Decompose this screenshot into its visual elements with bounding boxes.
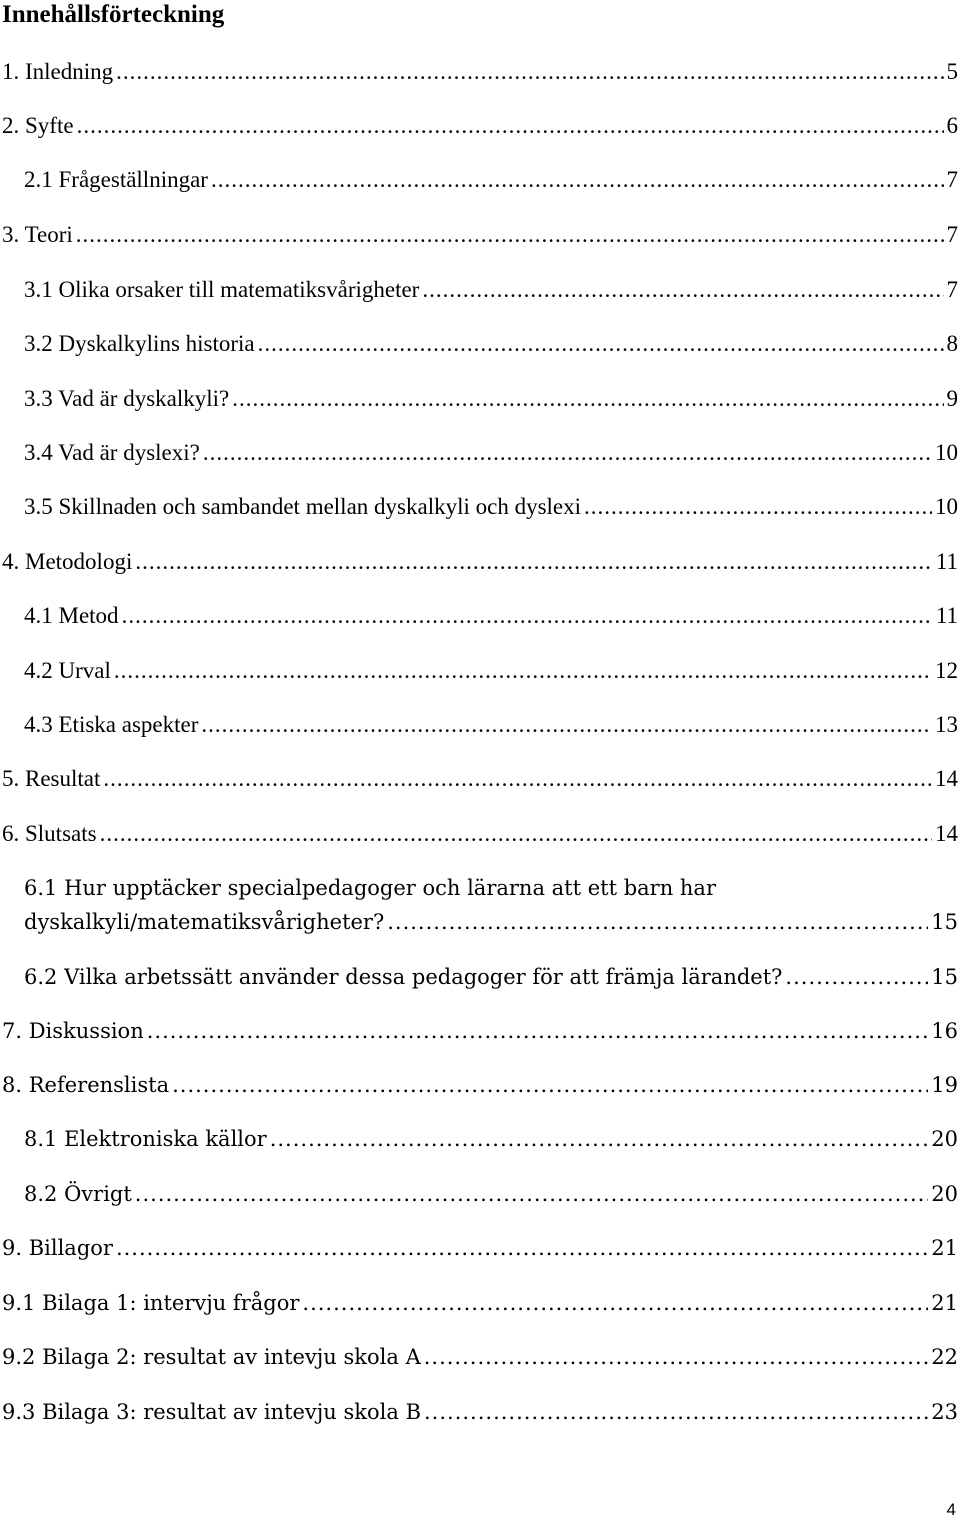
toc-page-number: 11 bbox=[935, 603, 958, 628]
dot-leader bbox=[114, 657, 932, 685]
dot-leader bbox=[785, 963, 928, 991]
toc-page-number: 10 bbox=[935, 494, 958, 519]
toc-entry-skillnaden[interactable] bbox=[24, 493, 958, 521]
dot-leader bbox=[77, 112, 944, 140]
dot-leader bbox=[584, 493, 932, 521]
toc-entry-bilaga-2[interactable] bbox=[2, 1343, 958, 1371]
toc-label: 3.3 Vad är dyskalkyli? bbox=[24, 386, 230, 411]
dot-leader bbox=[103, 765, 932, 793]
toc-entry-syfte[interactable] bbox=[2, 112, 958, 140]
toc-page-number: 11 bbox=[935, 549, 958, 574]
toc-entry-ovrigt[interactable] bbox=[24, 1180, 958, 1208]
toc-label: dyskalkyli/matematiksvårigheter? bbox=[24, 910, 385, 934]
toc-label: 3. Teori bbox=[2, 222, 73, 247]
toc-page-number: 20 bbox=[931, 1127, 958, 1151]
toc-page-number: 12 bbox=[935, 658, 958, 683]
dot-leader bbox=[122, 602, 933, 630]
dot-leader bbox=[147, 1017, 929, 1045]
page-title: Innehållsförteckning bbox=[2, 1, 225, 28]
toc-label: 4.2 Urval bbox=[24, 658, 111, 683]
dot-leader bbox=[100, 820, 932, 848]
toc-label: 7. Diskussion bbox=[2, 1019, 144, 1043]
toc-label: 4.1 Metod bbox=[24, 603, 119, 628]
toc-entry-upptacker[interactable] bbox=[24, 908, 958, 936]
dot-leader bbox=[302, 1289, 928, 1317]
toc-entry-inledning[interactable] bbox=[2, 58, 958, 86]
toc-entry-metod[interactable] bbox=[24, 602, 958, 630]
toc-label: 8.1 Elektroniska källor bbox=[24, 1127, 267, 1151]
toc-page-number: 22 bbox=[931, 1345, 958, 1369]
dot-leader bbox=[424, 1343, 929, 1371]
dot-leader bbox=[201, 711, 932, 739]
toc-label: 3.1 Olika orsaker till matematiksvårigheter bbox=[24, 277, 420, 302]
toc-page-number: 19 bbox=[931, 1073, 958, 1097]
toc-label: 6. Slutsats bbox=[2, 821, 97, 846]
toc-entry-teori[interactable] bbox=[2, 221, 958, 249]
toc-page-number: 15 bbox=[931, 965, 958, 989]
dot-leader bbox=[135, 548, 933, 576]
toc-label: 8. Referenslista bbox=[2, 1073, 170, 1097]
toc-entry-referenslista[interactable] bbox=[2, 1071, 958, 1099]
toc-page-number: 16 bbox=[931, 1019, 958, 1043]
toc-page-number: 9 bbox=[946, 386, 958, 411]
toc-label: 9.1 Bilaga 1: intervju frågor bbox=[2, 1291, 300, 1315]
toc-entry-bilaga-3[interactable] bbox=[2, 1398, 958, 1426]
toc-entry-metodologi[interactable] bbox=[2, 548, 958, 576]
toc-label: 3.2 Dyskalkylins historia bbox=[24, 331, 255, 356]
toc-entry-elektroniska-kallor[interactable] bbox=[24, 1125, 958, 1153]
toc-page-number: 8 bbox=[946, 331, 958, 356]
dot-leader bbox=[116, 58, 943, 86]
toc-entry-slutsats[interactable] bbox=[2, 820, 958, 848]
toc-entry-etiska-aspekter[interactable] bbox=[24, 711, 958, 739]
toc-page-number: 6 bbox=[946, 113, 958, 138]
toc-page-number: 7 bbox=[946, 277, 958, 302]
toc-label: 3.5 Skillnaden och sambandet mellan dyskalkyli och dyslexi bbox=[24, 494, 582, 519]
toc-entry-fragestallningar[interactable] bbox=[24, 166, 958, 194]
toc-entry-upptacker-line1[interactable]: 6.1 Hur upptäcker specialpedagoger och lärarna att ett barn har bbox=[24, 876, 716, 900]
toc-page-number: 14 bbox=[935, 821, 958, 846]
toc-entry-bilaga-1[interactable] bbox=[2, 1289, 958, 1317]
toc-page-number: 21 bbox=[931, 1291, 958, 1315]
page-number: 4 bbox=[946, 1500, 956, 1519]
toc-label: 3.4 Vad är dyslexi? bbox=[24, 440, 200, 465]
toc-entry-dyskalkyli[interactable] bbox=[24, 385, 958, 413]
toc-page-number: 21 bbox=[931, 1236, 958, 1260]
dot-leader bbox=[211, 166, 944, 194]
toc-page-number: 7 bbox=[946, 167, 958, 192]
dot-leader bbox=[258, 330, 944, 358]
toc-page-number: 10 bbox=[935, 440, 958, 465]
toc-label: 6.2 Vilka arbetssätt använder dessa pedagoger för att främja lärandet? bbox=[24, 965, 783, 989]
toc-entry-resultat[interactable] bbox=[2, 765, 958, 793]
toc-entry-diskussion[interactable] bbox=[2, 1017, 958, 1045]
dot-leader bbox=[203, 439, 932, 467]
toc-page-number: 5 bbox=[946, 59, 958, 84]
dot-leader bbox=[424, 1398, 928, 1426]
dot-leader bbox=[172, 1071, 928, 1099]
toc-page-number: 23 bbox=[931, 1400, 958, 1424]
dot-leader bbox=[270, 1125, 929, 1153]
toc-page-number: 15 bbox=[931, 910, 958, 934]
toc-label: 4.3 Etiska aspekter bbox=[24, 712, 199, 737]
toc-page-number: 13 bbox=[935, 712, 958, 737]
toc-entry-orsaker[interactable] bbox=[24, 276, 958, 304]
dot-leader bbox=[76, 221, 944, 249]
toc-label: 2.1 Frågeställningar bbox=[24, 167, 208, 192]
dot-leader bbox=[135, 1180, 928, 1208]
dot-leader bbox=[232, 385, 943, 413]
toc-page-number: 14 bbox=[935, 766, 958, 791]
toc-label: 5. Resultat bbox=[2, 766, 101, 791]
toc-label: 9.3 Bilaga 3: resultat av intevju skola B bbox=[2, 1400, 421, 1424]
toc-page-number: 7 bbox=[946, 222, 958, 247]
toc-entry-dyslexi[interactable] bbox=[24, 439, 958, 467]
dot-leader bbox=[422, 276, 943, 304]
dot-leader bbox=[116, 1234, 928, 1262]
toc-entry-urval[interactable] bbox=[24, 657, 958, 685]
toc-entry-arbetssatt[interactable] bbox=[24, 963, 958, 991]
toc-label: 4. Metodologi bbox=[2, 549, 133, 574]
toc-entry-historia[interactable] bbox=[24, 330, 958, 358]
toc-label: 9.2 Bilaga 2: resultat av intevju skola A bbox=[2, 1345, 421, 1369]
toc-label: 8.2 Övrigt bbox=[24, 1182, 132, 1206]
dot-leader bbox=[387, 908, 928, 936]
toc-label: 1. Inledning bbox=[2, 59, 114, 84]
toc-entry-billagor[interactable] bbox=[2, 1234, 958, 1262]
toc-page-number: 20 bbox=[931, 1182, 958, 1206]
toc-label: 9. Billagor bbox=[2, 1236, 113, 1260]
toc-label: 2. Syfte bbox=[2, 113, 74, 138]
